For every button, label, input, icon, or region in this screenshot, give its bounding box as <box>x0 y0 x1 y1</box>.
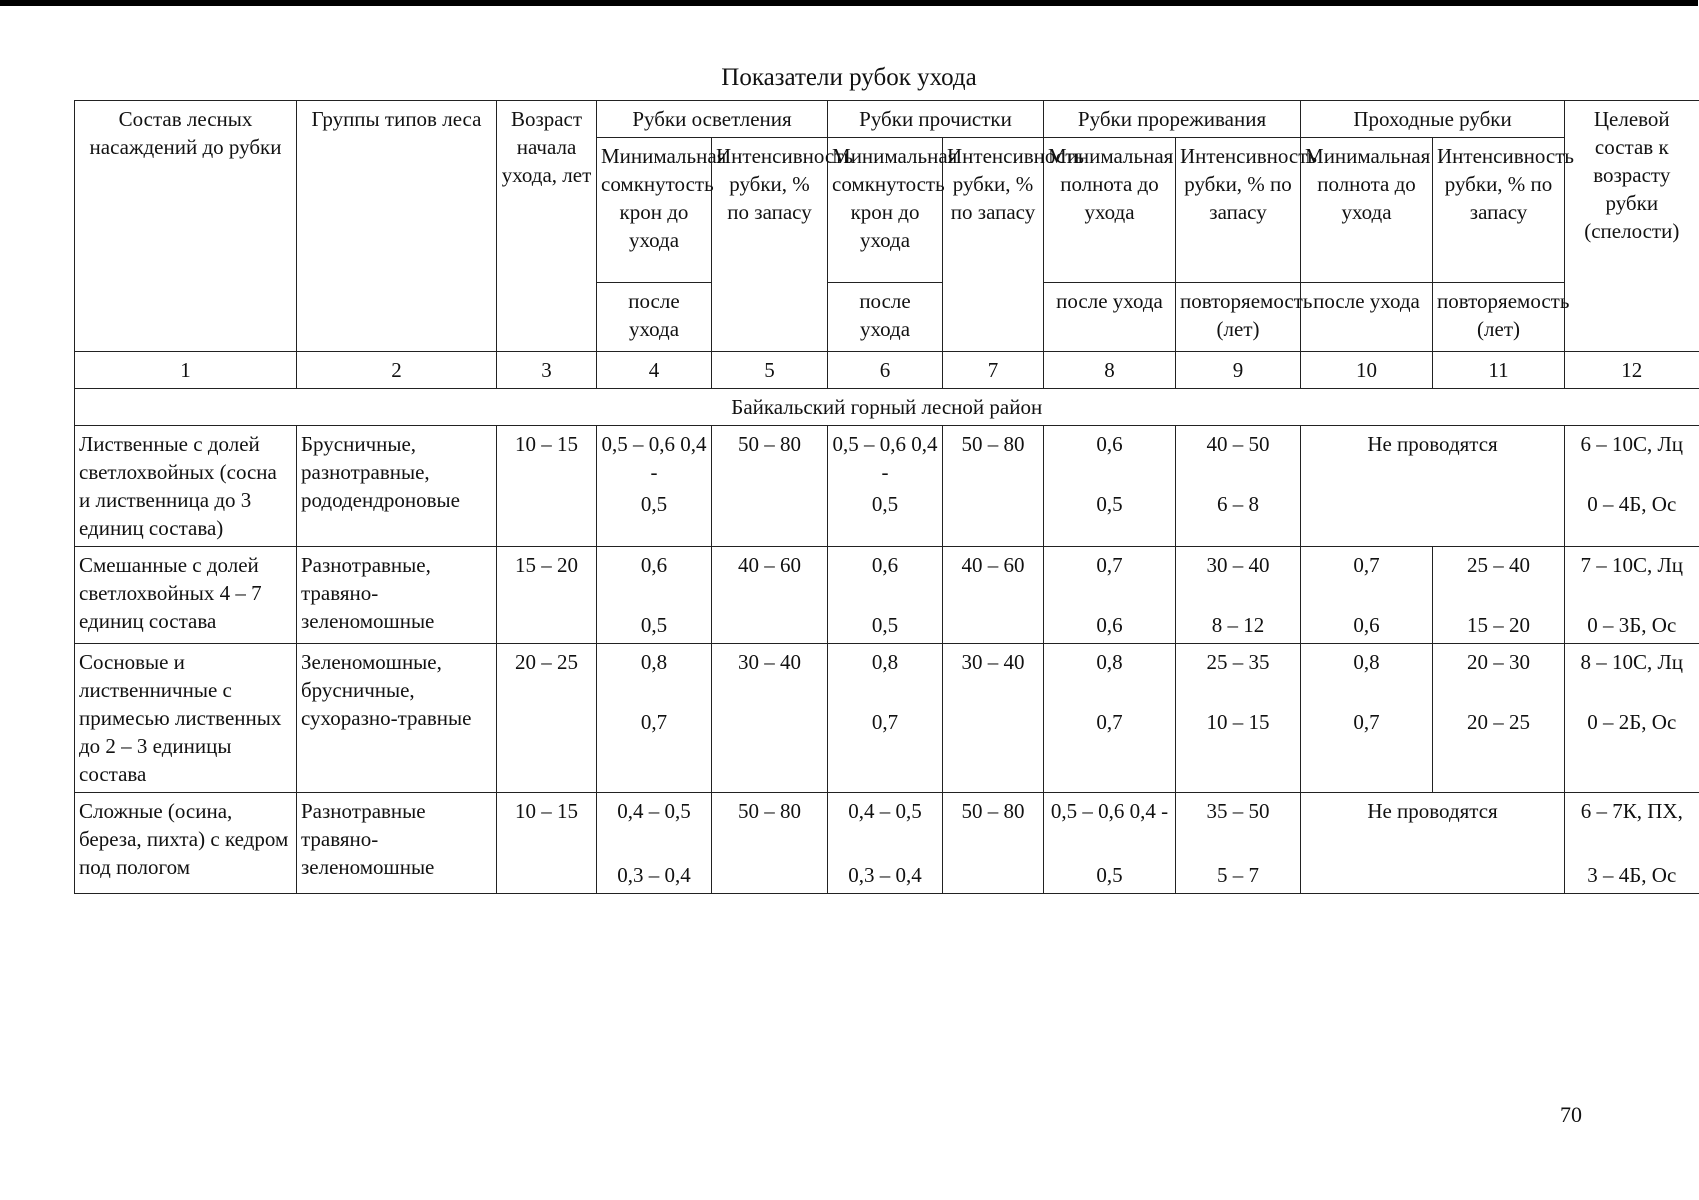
value-after: 0,5 <box>640 492 668 516</box>
value-after: 0 – 4Б, Ос <box>1587 492 1677 516</box>
value-after: 0,5 <box>640 613 668 637</box>
cell-gruppy: Разнотравные травяно-зеленомошные <box>297 793 497 894</box>
header-col12: Целевой состав к возрасту рубки (спелости) <box>1565 101 1699 352</box>
header-pro-int: Интенсивность рубки, % по запасу <box>943 138 1044 352</box>
value-before: 20 – 30 <box>1467 650 1531 674</box>
table-row <box>75 547 1699 644</box>
cell-proh-int <box>1433 644 1565 793</box>
value-after: 0,5 <box>1096 492 1123 516</box>
value-before: 6 – 10С, Лц <box>1580 432 1684 456</box>
page-title: Показатели рубок ухода <box>721 64 977 91</box>
cell-sostav: Лиственные с долей светлохвойных (сосна и лиственница до 3 единиц состава) <box>75 426 297 547</box>
cell-proh-int <box>1433 547 1565 644</box>
cell-celevoy <box>1565 644 1699 793</box>
cell-celevoy <box>1565 547 1699 644</box>
cell-proh-merged: Не проводятся <box>1301 426 1565 547</box>
value-before: 7 – 10С, Лц <box>1580 553 1684 577</box>
cell-gruppy: Разнотравные, травяно-зеленомошные <box>297 547 497 644</box>
header-proh-povt: повторяемость (лет) <box>1433 283 1565 352</box>
col-number: 4 <box>597 352 712 389</box>
cell-osv-min <box>597 644 712 793</box>
header-col2: Группы типов леса <box>297 101 497 352</box>
value-before: 0,4 – 0,5 <box>617 799 691 823</box>
cell-pro-int: 50 – 80 <box>943 426 1044 547</box>
cell-pro-int: 30 – 40 <box>943 644 1044 793</box>
col-number: 6 <box>828 352 943 389</box>
cell-gruppy: Зеленомошные, брусничные, сухоразно-травные <box>297 644 497 793</box>
col-number: 9 <box>1176 352 1301 389</box>
cell-vozrast: 15 – 20 <box>497 547 597 644</box>
cell-prz-min <box>1044 793 1176 894</box>
value-before: 0,7 <box>1096 553 1123 577</box>
cell-celevoy <box>1565 793 1699 894</box>
cell-osv-int: 30 – 40 <box>712 644 828 793</box>
header-osvetlenie: Рубки осветления <box>597 101 828 138</box>
col-number: 12 <box>1565 352 1699 389</box>
value-after: 0,6 <box>1096 613 1123 637</box>
table-row <box>75 644 1699 793</box>
value-before: 35 – 50 <box>1206 799 1270 823</box>
value-after: 20 – 25 <box>1467 710 1531 734</box>
header-proh-min: Минимальная полнота до ухода <box>1301 138 1433 283</box>
region-row <box>75 389 1699 426</box>
value-after: 8 – 12 <box>1211 613 1265 637</box>
col-number: 8 <box>1044 352 1176 389</box>
header-prz-min: Минимальная полнота до ухода <box>1044 138 1176 283</box>
header-prz-int: Интенсивность рубки, % по запасу <box>1176 138 1301 283</box>
cell-pro-int: 50 – 80 <box>943 793 1044 894</box>
top-rule <box>0 0 1698 6</box>
cell-pro-min <box>828 644 943 793</box>
logging-indicators-table <box>74 100 1699 894</box>
value-before: 0,8 <box>640 650 668 674</box>
cell-prz-min <box>1044 547 1176 644</box>
page-number: 70 <box>1560 1102 1582 1127</box>
cell-prz-int <box>1176 426 1301 547</box>
column-numbers-row <box>75 352 1699 389</box>
value-after: 0 – 3Б, Ос <box>1587 613 1677 637</box>
cell-prz-int <box>1176 793 1301 894</box>
header-prz-povt: повторяемость (лет) <box>1176 283 1301 352</box>
value-after: 0 – 2Б, Ос <box>1587 710 1677 734</box>
cell-osv-int: 40 – 60 <box>712 547 828 644</box>
value-after: 15 – 20 <box>1467 613 1531 637</box>
header-proh-posle: после ухода <box>1301 283 1433 352</box>
cell-prz-int <box>1176 644 1301 793</box>
value-after: 0,6 <box>1353 613 1380 637</box>
value-before: 25 – 40 <box>1467 553 1531 577</box>
header-prohodnye: Проходные рубки <box>1301 101 1565 138</box>
cell-pro-min <box>828 547 943 644</box>
cell-osv-int: 50 – 80 <box>712 426 828 547</box>
table-row <box>75 426 1699 547</box>
value-after: 3 – 4Б, Ос <box>1587 863 1677 887</box>
cell-osv-min <box>597 547 712 644</box>
cell-proh-min <box>1301 547 1433 644</box>
value-after: 0,5 <box>1096 863 1123 887</box>
cell-vozrast: 10 – 15 <box>497 426 597 547</box>
value-before: 0,8 <box>871 650 899 674</box>
value-before: 0,7 <box>1353 553 1380 577</box>
col-number: 10 <box>1301 352 1433 389</box>
value-before: 0,8 <box>1096 650 1123 674</box>
cell-vozrast: 20 – 25 <box>497 644 597 793</box>
value-before: 0,5 – 0,6 0,4 - <box>1050 799 1169 823</box>
col-number: 3 <box>497 352 597 389</box>
cell-proh-merged: Не проводятся <box>1301 793 1565 894</box>
cell-pro-min <box>828 426 943 547</box>
cell-prz-int <box>1176 547 1301 644</box>
region-title: Байкальский горный лесной район <box>75 389 1699 426</box>
value-before: 30 – 40 <box>1206 553 1270 577</box>
value-after: 0,7 <box>640 710 668 734</box>
value-after: 0,5 <box>871 613 899 637</box>
header-proh-int: Интенсивность рубки, % по запасу <box>1433 138 1565 283</box>
header-prochistki: Рубки прочистки <box>828 101 1044 138</box>
cell-sostav: Сложные (осина, береза, пихта) с кедром под пологом <box>75 793 297 894</box>
col-number: 5 <box>712 352 828 389</box>
value-before: 25 – 35 <box>1206 650 1270 674</box>
cell-celevoy <box>1565 426 1699 547</box>
value-before: 0,6 <box>640 553 668 577</box>
cell-sostav: Смешанные с долей светлохвойных 4 – 7 единиц состава <box>75 547 297 644</box>
value-before: 0,5 – 0,6 0,4 - <box>601 432 707 484</box>
header-prorezhivanie: Рубки прореживания <box>1044 101 1301 138</box>
cell-pro-min <box>828 793 943 894</box>
value-after: 0,7 <box>871 710 899 734</box>
col-number: 11 <box>1433 352 1565 389</box>
header-prz-posle: после ухода <box>1044 283 1176 352</box>
value-before: 8 – 10С, Лц <box>1580 650 1684 674</box>
value-before: 40 – 50 <box>1206 432 1270 456</box>
header-pro-posle: после ухода <box>828 283 943 352</box>
value-before: 0,8 <box>1353 650 1380 674</box>
cell-prz-min <box>1044 426 1176 547</box>
value-before: 0,6 <box>1096 432 1123 456</box>
header-osv-min: Минимальная сомкнутость крон до ухода <box>597 138 712 283</box>
value-before: 0,5 – 0,6 0,4 - <box>832 432 938 484</box>
header-pro-min: Минимальная сомкнутость крон до ухода <box>828 138 943 283</box>
header-osv-int: Интенсивность рубки, % по запасу <box>712 138 828 352</box>
cell-osv-int: 50 – 80 <box>712 793 828 894</box>
header-col3: Возраст начала ухода, лет <box>497 101 597 352</box>
value-after: 0,3 – 0,4 <box>848 863 922 887</box>
cell-pro-int: 40 – 60 <box>943 547 1044 644</box>
value-before: 6 – 7К, ПХ, <box>1580 799 1683 823</box>
cell-proh-min <box>1301 644 1433 793</box>
header-row-groups <box>75 101 1699 138</box>
cell-osv-min <box>597 426 712 547</box>
value-after: 0,3 – 0,4 <box>617 863 691 887</box>
value-after: 10 – 15 <box>1206 710 1270 734</box>
cell-vozrast: 10 – 15 <box>497 793 597 894</box>
cell-sostav: Сосновые и лиственничные с примесью лиственных до 2 – 3 единицы состава <box>75 644 297 793</box>
col-number: 1 <box>75 352 297 389</box>
value-after: 0,7 <box>1353 710 1380 734</box>
cell-prz-min <box>1044 644 1176 793</box>
value-before: 0,6 <box>871 553 899 577</box>
header-col1: Состав лесных насаждений до рубки <box>75 101 297 352</box>
value-after: 6 – 8 <box>1217 492 1260 516</box>
col-number: 2 <box>297 352 497 389</box>
header-osv-posle: после ухода <box>597 283 712 352</box>
cell-gruppy: Брусничные, разнотравные, рододендроновые <box>297 426 497 547</box>
value-before: 0,4 – 0,5 <box>848 799 922 823</box>
cell-osv-min <box>597 793 712 894</box>
value-after: 0,5 <box>871 492 899 516</box>
value-after: 0,7 <box>1096 710 1123 734</box>
col-number: 7 <box>943 352 1044 389</box>
table-row <box>75 793 1699 894</box>
value-after: 5 – 7 <box>1217 863 1260 887</box>
